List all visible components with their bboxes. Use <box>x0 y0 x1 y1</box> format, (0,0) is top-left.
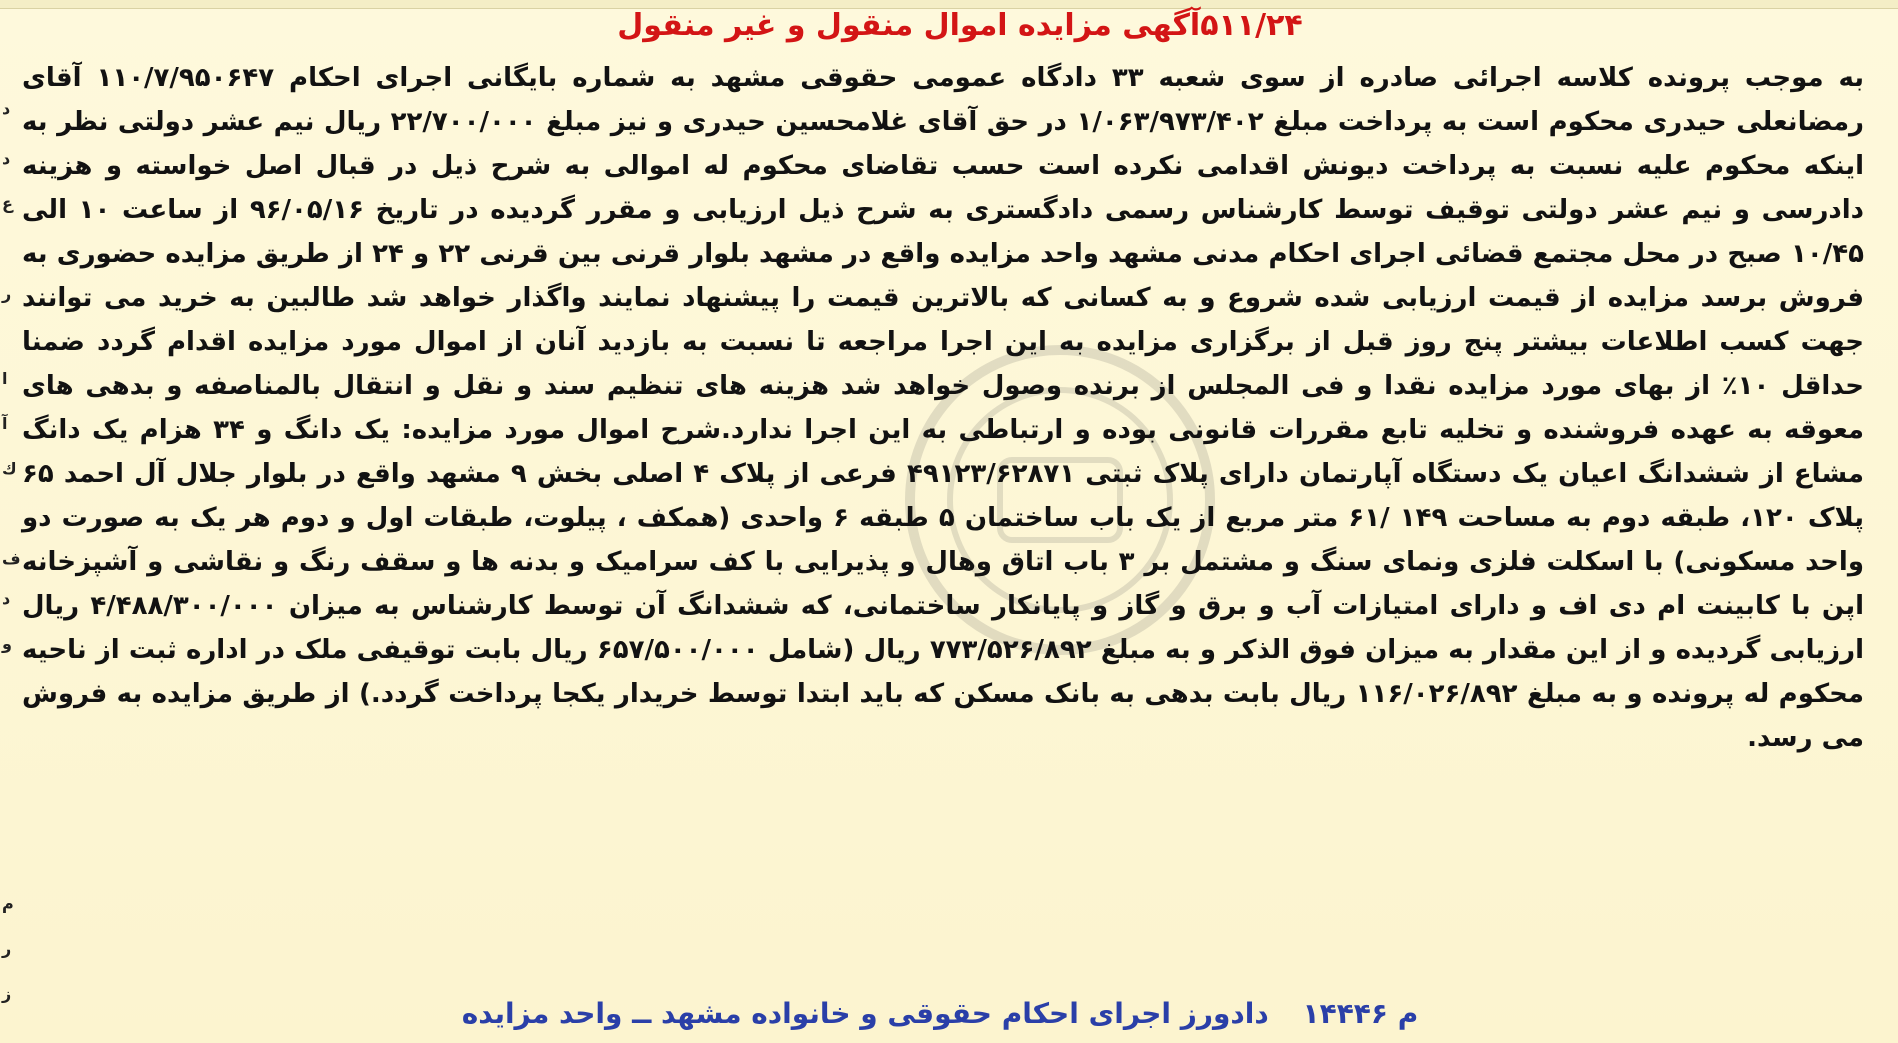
strip-fragment: م <box>2 894 14 913</box>
strip-fragment: ف <box>2 549 21 568</box>
signature-issuer: دادورز اجرای احکام حقوقی و خانواده مشهد ــ واحد مزایده <box>461 997 1269 1030</box>
strip-fragment: د <box>2 99 11 118</box>
strip-fragment: آ <box>2 414 8 433</box>
clipped-adjacent-column <box>0 60 21 1040</box>
notice-body-text: به موجب پرونده کلاسه اجرائی صادره از سوی شعبه ۳۳ دادگاه عمومی حقوقی مشهد به شماره بایگانی اجرای احکام ۱۱۰/۷/۹۵۰۶۴۷ آقای رمضانعلی حیدری محکوم است به پرداخت مبلغ ۱/۰۶۳/۹۷۳/۴۰۲ در حق آقای غلامحسین حیدری و نیز مبلغ ۲۲/۷۰۰/۰۰۰ ریال نیم عشر دولتی نظر به اینکه محکوم علیه نسبت به پرداخت دیونش اقدامی نکرده است حسب تقاضای محکوم له اموالی به شرح ذیل در قبال اصل خواسته و هزینه دادرسی و نیم عشر دولتی توقیف توسط کارشناس رسمی دادگستری به شرح ذیل ارزیابی و مقرر گردیده در تاریخ ۹۶/۰۵/۱۶ از ساعت ۱۰ الی ۱۰/۴۵ صبح در محل مجتمع قضائی اجرای احکام مدنی مشهد واحد مزایده واقع در مشهد بلوار قرنی بین قرنی ۲۲ و ۲۴ از طریق مزایده حضوری به فروش برسد مزایده از قیمت ارزیابی شده شروع و به کسانی که بالاترین قیمت را پیشنهاد نمایند واگذار خواهد شد طالبین به خرید می توانند جهت کسب اطلاعات بیشتر پنج روز قبل از برگزاری مزایده به این اجرا مراجعه تا نسبت به بازدید آنان از اموال مورد مزایده اقدام گردد ضمنا حداقل ۱۰٪ از بهای مورد مزایده نقدا و فی المجلس از برنده وصول خواهد شد هزینه های تنظیم سند و نقل و انتقال بالمناصفه و بدهی های معوقه به عهده فروشنده و تخلیه تابع مقررات قانونی بوده و ارتباطی به این اجرا ندارد.شرح اموال مورد مزایده: یک دانگ و ۳۴ هزام یک دانگ مشاع از ششدانگ اعیان یک دستگاه آپارتمان دارای پلاک ثبتی ۴۹۱۲۳/۶۲۸۷۱ فرعی از پلاک ۴ اصلی بخش ۹ مشهد واقع در بلوار جلال آل احمد ۶۵ پلاک ۱۲۰، طبقه دوم به مساحت ۱۴۹ /۶۱ متر مربع از یک باب ساختمان ۵ طبقه ۶ واحدی (همکف ، پیلوت، طبقات اول و دوم هر یک به صورت دو واحد مسکونی) با اسکلت فلزی ونمای سنگ و مشتمل بر ۳ باب اتاق وهال و پذیرایی با کف سرامیک و بدنه ها و سقف رنگ و نقاشی و آشپزخانه اپن با کابینت ام دی اف و دارای امتیازات آب و برق و گاز و پایانکار ساختمانی، که ششدانگ آن توسط کارشناس به میزان ۴/۴۸۸/۳۰۰/۰۰۰ ریال ارزیابی گردیده و از این مقدار به میزان فوق الذکر و به مبلغ ۷۷۳/۵۲۶/۸۹۲ ریال (شامل ۶۵۷/۵۰۰/۰۰۰ ریال بابت توقیفی ملک در اداره ثبت از ناحیه محکوم له پرونده و به مبلغ ۱۱۶/۰۲۶/۸۹۲ ریال بابت بدهی به بانک مسکن که باید ابتدا توسط خریدار یکجا پرداخت گردد.) از طریق مزایده به فروش می رسد. <box>22 63 1865 753</box>
strip-fragment: و <box>2 634 12 653</box>
strip-fragment: د <box>2 589 11 608</box>
notice-signature <box>330 994 1550 1034</box>
strip-fragment: ع <box>2 194 13 213</box>
signature-code: م ۱۴۴۴۶ <box>1302 997 1419 1030</box>
strip-fragment: د <box>2 149 11 168</box>
strip-fragment: ا <box>2 369 8 388</box>
strip-fragment: ك <box>2 459 17 478</box>
notice-headline: ۵۱۱/۲۴آگهی مزایده اموال منقول و غیر منقول <box>617 8 1303 43</box>
strip-fragment: ر <box>2 939 12 958</box>
strip-fragment: ز <box>2 984 12 1003</box>
strip-fragment: ر <box>2 284 12 303</box>
